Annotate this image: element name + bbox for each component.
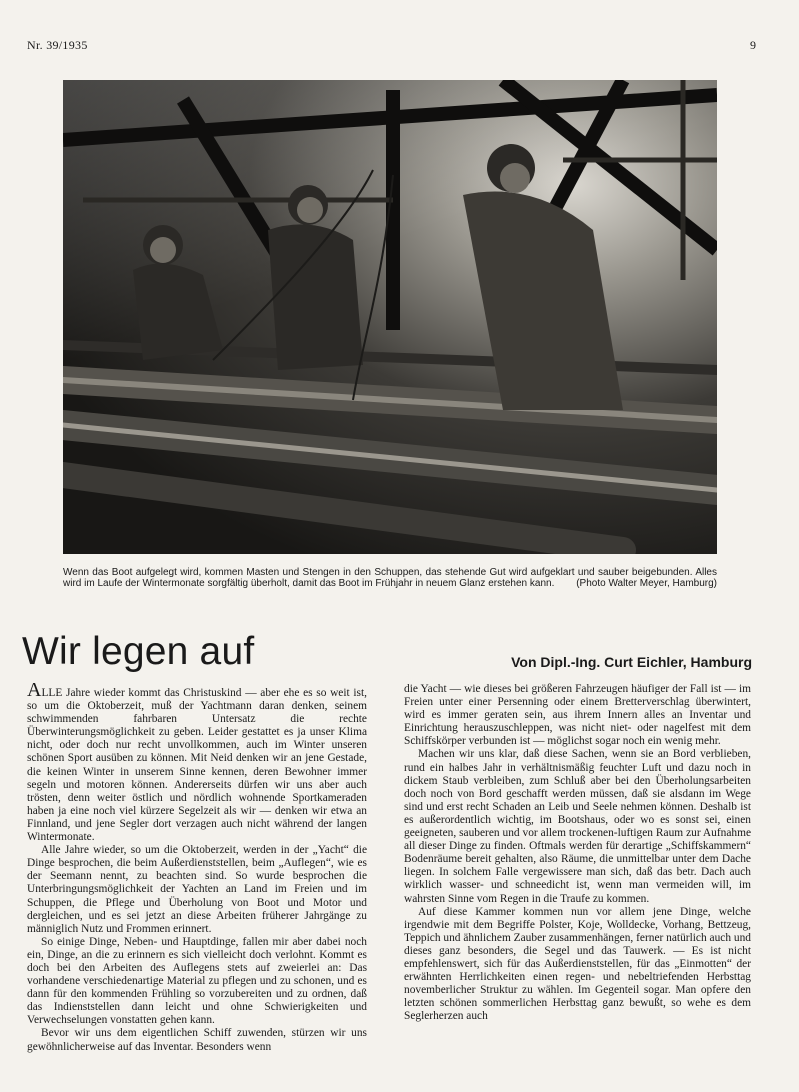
article-paragraph: ALLE Jahre wieder kommt das Christuskind — aber ehe es so weit ist, so um die Oktoberzeit, muß der Yachtmann daran denken, seinem schwimmenden fahrbaren Untersatz die rechte Überwinterungsmöglichkeit zu geben. Leider gestattet es ja unser Klima nicht, oder doch nur recht unvollkommen, auch im Winter unseren schönen Sport ausüben zu können. Mit Neid denken wir an jene Gestade, die keinen Winter in unserem Sinne kennen, deren Bewohner immer segeln und motoren können. Andererseits dürfen wir uns aber auch trösten, denn weiter östlich und nördlich wohnende Sportkameraden haben ja eine noch viel kürzere Segelzeit als wir — denken wir etwa an Finnland, und jene Segler dort verzagen auch nicht während der langen Wintermonate. — [27, 679, 367, 844]
caption-text: Wenn das Boot aufgelegt wird, kommen Masten und Stengen in den Schuppen, das stehende Gut wird aufgeklart und sauber beigebunden. Alles wird im Laufe der Wintermonate sorgfältig überholt, damit das Boot im Frühjahr in neuem Glanz erstehen kann. — [63, 567, 717, 589]
article-column-right — [404, 683, 751, 1023]
article-paragraph: Auf diese Kammer kommen nun vor allem jene Dinge, welche irgendwie mit dem Begriffe Polster, Koje, Wolldecke, Vorhang, Bettzeug, Teppich und ähnlichem Zauber zusammenhängen, ferner natürlich auch und dieses ganz besonders, die Segel und das Tauwerk. — Es ist nicht empfehlenswert, sich für das Außerdienststellen, für das „Einmotten“ der erwähnten Herrlichkeiten einen regen- und nebeltriefenden Herbsttag novemberlicher Struktur zu wählen. Im Gegenteil sogar. Man opfere den letzten schönen sommerlichen Herbsttag ganz bewußt, so wehe es dem Seglerherzen auch — [404, 905, 751, 1023]
workshop-photo — [63, 80, 717, 554]
page-number: 9 — [750, 38, 757, 52]
article-paragraph: Machen wir uns klar, daß diese Sachen, wenn sie an Bord verblieben, rund ein halbes Jahr in verhältnismäßig feuchter Luft und dazu noch in dickem Staub verbleiben, zum Schluß aber bei den Überholungsarbeiten doch noch von Bord geschafft werden müssen, daß sie alsdann im Wege sind und erst recht Schaden an Leib und Seele nehmen können. Deshalb ist es außerordentlich wichtig, im Bootshaus, oder wo es sonst sei, einen geeigneten, sauberen und vor allem trockenen-luftigen Raum zur Aufnahme all dieser Dinge zu finden. Oftmals werden für derartige „Schiffskammern“ Bodenräume bereit gehalten, also Räume, die unmittelbar unter dem Dache liegen. In solchem Falle vergewissere man sich, daß das betr. Dach auch wirklich wasser- und schneedicht ist, wenn man vermeiden will, im wahrsten Sinne vom Regen in die Traufe zu kommen. — [404, 748, 751, 905]
article-paragraph: die Yacht — wie dieses bei größeren Fahrzeugen häufiger der Fall ist — im Freien unter einer Persenning oder einem Bretterverschlag überwintert, wird es immer geraten sein, aus ihrem Innern alles an Inventar und Einrichtung herauszuschleppen, was nicht niet- oder nagelfest mit dem Schiffskörper verbunden ist — möglichst sogar noch ein wenig mehr. — [404, 683, 751, 748]
article-paragraph: So einige Dinge, Neben- und Hauptdinge, fallen mir aber dabei noch ein, Dinge, an die zu erinnern es sich vielleicht doch verlohnt. Kommt es doch bei den Arbeiten des Auflegens stets auf zweierlei an: Das vorhandene verschiedenartige Material zu pflegen und zu schonen, und es dann für den kommenden Frühling so vorzubereiten und zu ordnen, daß das Indienststellen dann leicht und ohne Schwierigkeiten und Verwechselungen vonstatten gehen kann. — [27, 935, 367, 1027]
photo-caption — [63, 567, 717, 589]
article-title: Wir legen auf — [22, 630, 255, 673]
article-paragraph: Alle Jahre wieder, so um die Oktoberzeit, werden in der „Yacht“ die Dinge besprochen, die beim Außerdienststellen, beim „Auflegen“, wie es der Seemann nennt, zu beachten sind. So wurde besprochen die Unterbringungsmöglichkeit der Yachten an Land im Freien und im Schuppen, die Pflege und Überholung von Boot und Motor und dergleichen, und es sei jetzt an diese Arbeiten früherer Jahrgänge zu männiglich Nutz und Frommen erinnert. — [27, 844, 367, 935]
issue-number: Nr. 39/1935 — [27, 38, 88, 52]
drop-cap: A — [27, 679, 42, 701]
article-column-left — [27, 679, 367, 1054]
photo-credit: (Photo Walter Meyer, Hamburg) — [576, 578, 717, 589]
article-paragraph: Bevor wir uns dem eigentlichen Schiff zuwenden, stürzen wir uns gewöhnlicherweise auf das Inventar. Besonders wenn — [27, 1027, 367, 1053]
article-byline: Von Dipl.-Ing. Curt Eichler, Hamburg — [511, 654, 752, 670]
